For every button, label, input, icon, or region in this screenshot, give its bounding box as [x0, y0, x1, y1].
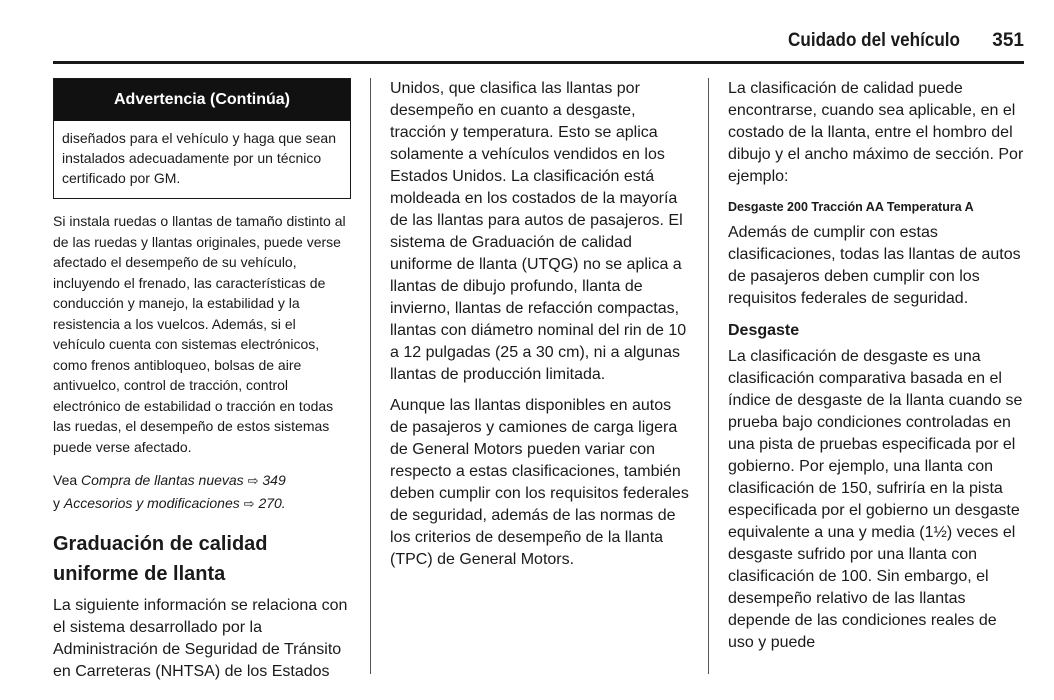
utqg-paragraph: Unidos, que clasifica las llantas por desempeño en cuanto a desgaste, tracción y temperatura. Esto se aplica solamente a vehículos vendidos en los Estados Unidos. La clasificación está moldeada en los costados de la mayoría de las llantas para autos de pasajeros. El sistema de Graduación de calidad uniforme de llanta (UTQG) no se aplica a llantas de dibujo profundo, llanta de invierno, llantas de refacción compactas, llantas con diámetro nominal del rin de 10 a 12 pulgadas (25 a 30 cm), ni a algunas llantas de producción limitada.: [390, 80, 687, 383]
section-heading: Graduación de calidad uniforme de llanta: [53, 533, 268, 585]
warning-heading: Advertencia (Continúa): [54, 79, 350, 121]
page-arrow-icon: ⇨: [243, 496, 255, 511]
see-prefix: Vea: [53, 472, 78, 488]
gm-tpc-paragraph: Aunque las llantas disponibles en autos de pasajeros y camiones de carga ligera de General Motors pueden variar con respecto a estas clasificaciones, también deben cumplir con los requisitos federales de seguridad, además de las normas de los criterios de desempeño de la llanta (TPC) de General Motors.: [390, 397, 689, 568]
link-page-270[interactable]: 270.: [258, 495, 286, 511]
federal-requirements-paragraph: Además de cumplir con estas clasificaciones, todas las llantas de autos de pasajeros deben cumplir con los requisitos federales de seguridad.: [728, 224, 1021, 307]
link-buying-new-tires[interactable]: Compra de llantas nuevas: [81, 472, 244, 488]
page-number: 351: [992, 30, 1024, 51]
warning-text: diseñados para el vehículo y haga que sean instalados adecuadamente por un técnico certificado por GM.: [62, 130, 336, 186]
treadwear-heading: Desgaste: [728, 322, 800, 339]
running-header-title: Cuidado del vehículo: [788, 30, 960, 51]
column-divider: [370, 78, 371, 674]
tire-size-paragraph: Si instala ruedas o llantas de tamaño distinto al de las ruedas y llantas originales, puede verse afectado el desempeño de su vehículo, incluyendo el frenado, las características de conducción y manejo, la estabilidad y la resistencia a los vuelcos. Además, si el vehículo cuenta con sistemas electrónicos, como frenos antibloqueo, bolsas de aire antivuelco, control de tracción, control electrónico de estabilidad o tracción en todas las ruedas, el desempeño de estos sistemas puede verse afectado.: [53, 213, 346, 455]
location-paragraph: La clasificación de calidad puede encontrarse, cuando sea aplicable, en el costado de la llanta, entre el hombro del dibujo y el ancho máximo de sección. Por ejemplo:: [728, 80, 1024, 185]
see-and: y: [53, 495, 60, 511]
column-middle: [390, 78, 690, 571]
treadwear-paragraph: La clasificación de desgaste es una clasificación comparativa basada en el índice de desgaste de la llanta cuando se prueba bajo condiciones controladas en una pista de pruebas especificada por el gobierno. Por ejemplo, una llanta con clasificación de 150, sufriría en la pista especificada por el gobierno un desgaste equivalente a una y media (1½) veces el desgaste sufrido por una llanta con clasificación de 100. Sin embargo, el desempeño relativo de las llantas depende de las condiciones reales de uso y puede: [728, 348, 1023, 651]
link-accessories-modifications[interactable]: Accesorios y modificaciones: [63, 495, 240, 511]
column-divider: [708, 78, 709, 674]
nhtsa-paragraph: La siguiente información se relaciona con el sistema desarrollado por la Administración de Seguridad de Tránsito en Carreteras (NHTSA) de los Estados: [53, 597, 348, 680]
warning-box: [53, 78, 351, 199]
header-rule: [53, 61, 1024, 64]
column-right: [728, 78, 1024, 654]
page-arrow-icon: ⇨: [247, 473, 259, 488]
cross-reference: [53, 469, 351, 515]
link-page-349[interactable]: 349: [262, 472, 286, 488]
column-left: [53, 78, 351, 683]
grade-example: Desgaste 200 Tracción AA Temperatura A: [728, 200, 974, 214]
